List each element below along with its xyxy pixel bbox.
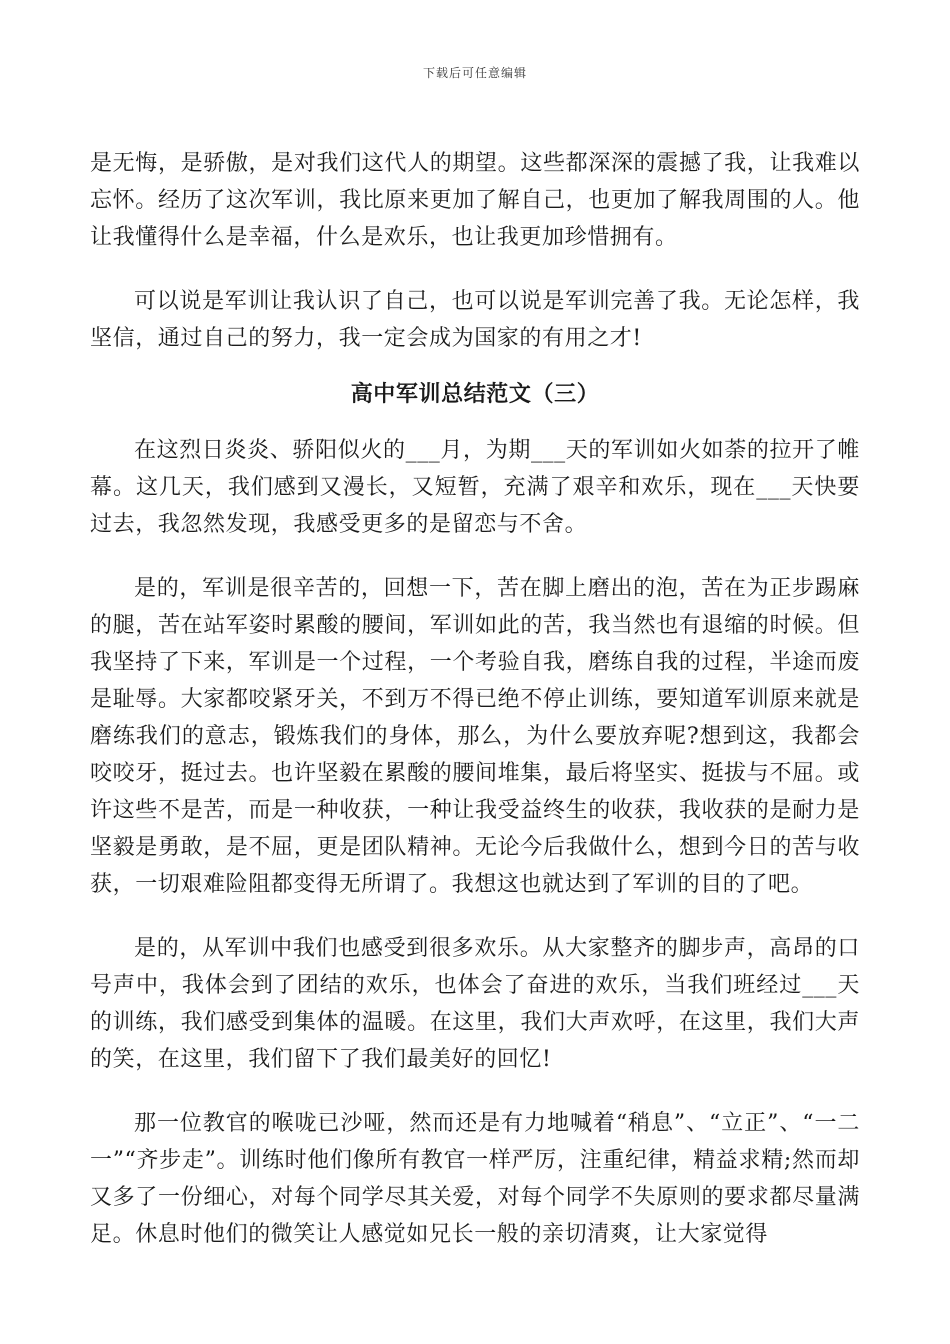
paragraph-6: 那一位教官的喉咙已沙哑，然而还是有力地喊着“稍息”、“立正”、“一二一”“齐步走”。训练时他们像所有教官一样严厉，注重纪律，精益求精;然而却又多了一份细心，对每个同学尽其关爱，对每个同学不失原则的要求都尽量满足。休息时他们的微笑让人感觉如兄长一般的亲切清爽，让大家觉得: [90, 1111, 860, 1247]
paragraph-2: 可以说是军训让我认识了自己，也可以说是军训完善了我。无论怎样，我坚信，通过自己的努力，我一定会成为国家的有用之才!: [90, 289, 860, 351]
paragraph-5: 是的，从军训中我们也感受到很多欢乐。从大家整齐的脚步声，高昂的口号声中，我体会到了团结的欢乐，也体会了奋进的欢乐，当我们班经过___天的训练，我们感受到集体的温暖。在这里，我们大声欢呼，在这里，我们大声的笑，在这里，我们留下了我们最美好的回忆!: [90, 936, 860, 1072]
paragraph-1: 是无悔，是骄傲，是对我们这代人的期望。这些都深深的震撼了我，让我难以忘怀。经历了这次军训，我比原来更加了解自己，也更加了解我周围的人。他让我懂得什么是幸福，什么是欢乐，也让我更加珍惜拥有。: [90, 151, 860, 250]
header-note: 下载后可任意编辑: [422, 66, 527, 80]
section-title: 高中军训总结范文（三）: [350, 381, 600, 407]
paragraph-3: 在这烈日炎炎、骄阳似火的___月，为期___天的军训如火如荼的拉开了帷幕。这几天，我们感到又漫长，又短暂，充满了艰辛和欢乐，现在___天快要过去，我忽然发现，我感受更多的是留恋与不舍。: [90, 438, 860, 537]
document-body: [90, 152, 860, 1280]
paragraph-4: 是的，军训是很辛苦的，回想一下，苦在脚上磨出的泡，苦在为正步踢麻的腿，苦在站军姿时累酸的腰间，军训如此的苦，我当然也有退缩的时候。但我坚持了下来，军训是一个过程，一个考验自我，磨练自我的过程，半途而废是耻辱。大家都咬紧牙关，不到万不得已绝不停止训练，要知道军训原来就是磨练我们的意志，锻炼我们的身体，那么，为什么要放弃呢?想到这，我都会咬咬牙，挺过去。也许坚毅在累酸的腰间堆集，最后将坚实、挺拔与不屈。或许这些不是苦，而是一种收获，一种让我受益终生的收获，我收获的是耐力是坚毅是勇敢，是不屈，更是团队精神。无论今后我做什么，想到今日的苦与收获，一切艰难险阻都变得无所谓了。我想这也就达到了军训的目的了吧。: [90, 576, 860, 897]
